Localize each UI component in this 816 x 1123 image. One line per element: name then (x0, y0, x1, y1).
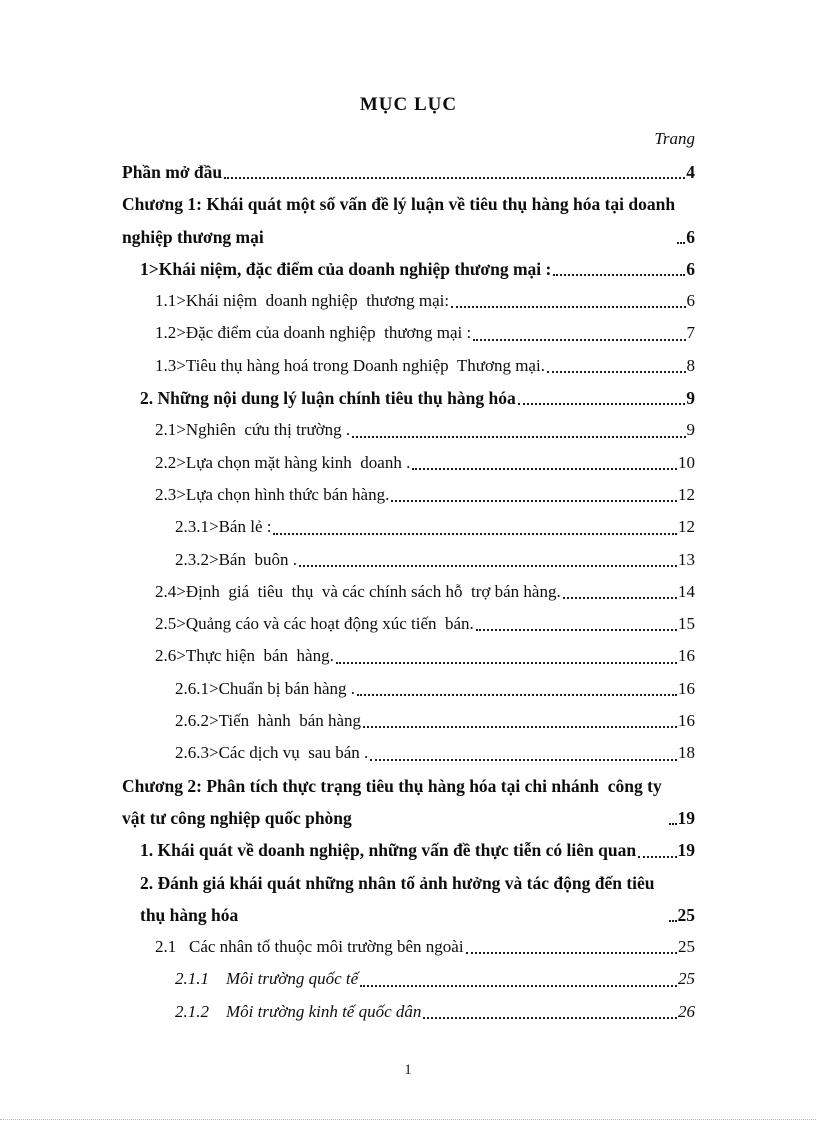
toc-entry-label: Chương 2: Phân tích thực trạng tiêu thụ hàng hóa tại chi nhánh công ty vật tư công nghiệp quốc phòng (122, 775, 667, 828)
toc-entry-page-number: 19 (677, 807, 695, 828)
toc-entry (155, 447, 695, 479)
toc-entry-page-number: 16 (678, 646, 695, 666)
toc-entry (155, 479, 695, 511)
toc-entry (155, 285, 695, 317)
toc-entry (175, 996, 695, 1028)
page-title: MỤC LỤC (359, 94, 458, 115)
toc-dotted-leader (224, 177, 685, 179)
toc-dotted-leader (370, 759, 677, 761)
toc-entry (175, 737, 695, 769)
toc-dotted-leader (563, 597, 677, 599)
toc-entry-label: Chương 1: Khái quát một số vấn đề lý luận về tiêu thụ hàng hóa tại doanh nghiệp thương mại (122, 194, 680, 247)
toc-dotted-leader (518, 403, 686, 405)
toc-entry-label: 2.1.1 Môi trường quốc tế (175, 969, 359, 989)
toc-entry-label: 2.1>Nghiên cứu thị trường . (155, 420, 351, 440)
toc-entry (140, 834, 695, 866)
toc-entry (155, 931, 695, 963)
toc-entry-page-number: 15 (678, 614, 695, 634)
toc-entry-label: 1.1>Khái niệm doanh nghiệp thương mại: (155, 291, 450, 311)
toc-entry (175, 544, 695, 576)
toc-entry (122, 188, 695, 253)
toc-entry-label: 2.3>Lựa chọn hình thức bán hàng. (155, 484, 390, 504)
toc-entry-label: 2.2>Lựa chọn mặt hàng kinh doanh . (155, 452, 411, 472)
toc-entry-page-number: 16 (678, 711, 695, 731)
toc-entry (175, 673, 695, 705)
toc-entry-page-number: 14 (678, 581, 695, 601)
toc-entry-page-number: 13 (678, 549, 695, 569)
toc-entry (175, 963, 695, 995)
toc-entry-label: 2.3.2>Bán buôn . (175, 549, 297, 569)
toc-entry-label: 1.3>Tiêu thụ hàng hoá trong Doanh nghiệp Thương mại. (155, 355, 545, 375)
toc-entry-label: Phần mở đầu (122, 162, 223, 182)
toc-entry (155, 414, 695, 446)
toc-dotted-leader (391, 500, 677, 502)
toc-entry-label: 2.5>Quảng cáo và các hoạt động xúc tiến bán. (155, 614, 474, 634)
toc-entry-label: 1. Khái quát về doanh nghiệp, những vấn đề thực tiễn có liên quan (140, 840, 637, 861)
toc-dotted-leader (677, 242, 685, 244)
toc-entry-label: 2.6.3>Các dịch vụ sau bán . (175, 743, 369, 763)
toc-dotted-leader (357, 694, 677, 696)
toc-entry-label: 2.6.1>Chuẩn bị bán hàng . (175, 678, 356, 698)
toc-dotted-leader (669, 823, 677, 825)
toc-dotted-leader (273, 533, 677, 535)
toc-entry (140, 382, 695, 414)
toc-dotted-leader (336, 662, 677, 664)
toc-entry-label: 2.1.2 Môi trường kinh tế quốc dân (175, 1001, 422, 1021)
toc-entry-label: 2. Những nội dung lý luận chính tiêu thụ hàng hóa (140, 388, 516, 409)
toc-entry-label: 2.1 Các nhân tố thuộc môi trường bên ngoài (155, 937, 464, 957)
toc-entry-label: 2.3.1>Bán lẻ : (175, 517, 272, 537)
footer-page-number: 1 (404, 1062, 412, 1078)
toc-entry (122, 770, 695, 835)
toc-entry-page-number: 7 (686, 323, 695, 343)
toc-entry (175, 705, 695, 737)
toc-entry (140, 253, 695, 285)
toc-entry-label: 1.2>Đặc điểm của doanh nghiệp thương mại : (155, 323, 472, 343)
toc-entry-page-number: 4 (686, 162, 695, 182)
toc-entry-page-number: 6 (686, 291, 695, 311)
toc-entry (140, 867, 695, 932)
toc-entry-page-number: 26 (678, 1001, 695, 1021)
toc-dotted-leader (352, 436, 685, 438)
toc-entry-label: 1>Khái niệm, đặc điểm của doanh nghiệp thương mại : (140, 258, 552, 279)
toc-dotted-leader (476, 629, 677, 631)
toc-dotted-leader (553, 274, 685, 276)
toc-dotted-leader (466, 952, 677, 954)
toc-dotted-leader (451, 306, 685, 308)
toc-entry-page-number: 25 (678, 937, 695, 957)
toc-entry-label: 2. Đánh giá khái quát những nhân tố ảnh hưởng và tác động đến tiêu thụ hàng hóa (140, 872, 659, 925)
toc-dotted-leader (412, 468, 677, 470)
toc-dotted-leader (423, 1017, 677, 1019)
toc-entry-page-number: 6 (686, 258, 695, 279)
toc-dotted-leader (669, 920, 677, 922)
toc-entry-page-number: 12 (678, 517, 695, 537)
toc-entry-page-number: 8 (686, 355, 695, 375)
trang-column-header: Trang (654, 129, 695, 148)
toc-entry-page-number: 6 (686, 226, 695, 247)
toc-entry-page-number: 25 (678, 969, 695, 989)
toc-dotted-leader (547, 371, 686, 373)
toc-entry-label: 2.4>Định giá tiêu thụ và các chính sách hỗ trợ bán hàng. (155, 581, 561, 601)
toc-entry-page-number: 18 (678, 743, 695, 763)
toc-entry-page-number: 9 (686, 388, 695, 409)
toc-entry-label: 2.6>Thực hiện bán hàng. (155, 646, 334, 666)
toc-entry (155, 350, 695, 382)
toc-dotted-leader (363, 726, 677, 728)
toc-entry (175, 511, 695, 543)
page-bottom-edge (0, 1119, 816, 1120)
toc-entry-label: 2.6.2>Tiến hành bán hàng (175, 711, 362, 731)
toc-dotted-leader (638, 856, 676, 858)
toc-entry (155, 317, 695, 349)
toc-entry-page-number: 25 (677, 904, 695, 925)
toc-list (122, 156, 695, 1028)
toc-entry-page-number: 9 (686, 420, 695, 440)
toc-entry-page-number: 19 (677, 840, 695, 861)
toc-dotted-leader (360, 985, 677, 987)
toc-entry (155, 608, 695, 640)
toc-entry-page-number: 12 (678, 484, 695, 504)
toc-dotted-leader (299, 565, 677, 567)
toc-dotted-leader (473, 339, 685, 341)
toc-entry-page-number: 16 (678, 678, 695, 698)
toc-entry (155, 576, 695, 608)
toc-entry-page-number: 10 (678, 452, 695, 472)
toc-entry (122, 156, 695, 188)
toc-entry (155, 640, 695, 672)
